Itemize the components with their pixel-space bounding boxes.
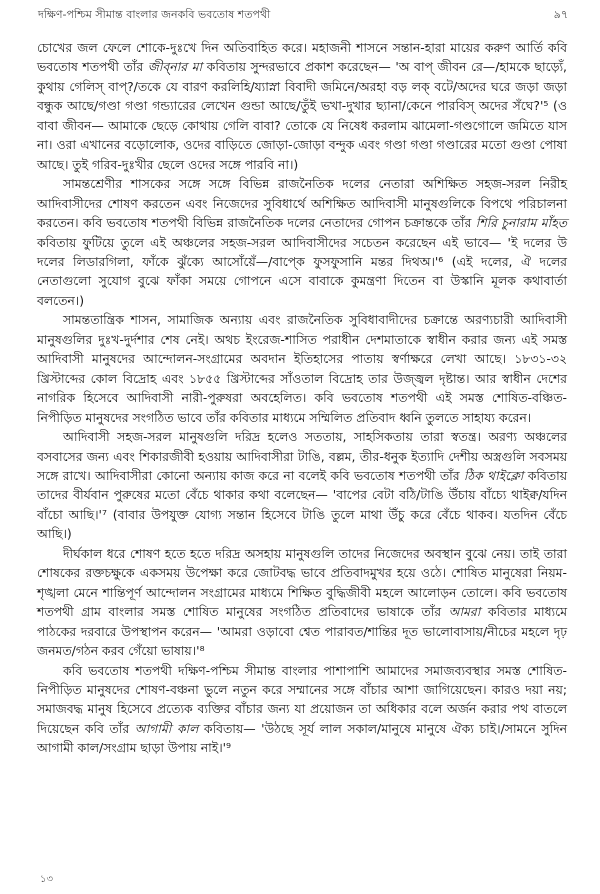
text-run: কবিতায়— 'উঠছে সূর্য লাল সকাল/মানুষে মানুষে ঐক্য চাই।/সামনে সুদিন আগামী কাল/সংগ্রাম ছাড়া উপায় নাই।'⁹ [37,720,567,756]
page-number: ৯৭ [553,8,568,21]
running-title: দক্ষিণ-পশ্চিম সীমান্ত বাংলার জনকবি ভবতোষ শতপথী [38,8,271,21]
paragraph [37,310,567,427]
text-run: কবিতায় সুন্দরভাবে প্রকাশ করেছেন— 'অ বাপ্ জীবন রে—/হামকে ছাড়্যেঁ, কুথায় গেলিস্ বাপ্?/তকে যে বারণ করলিহি/য্যাস্না বিবাদী জমিনে/অরহা বড় লক্ বটে/অদের ঘরে জড়া জড়া বন্ধুক আছে/গণ্ডা গণ্ডা গন্ড্যারের লেখেন গুন্ডা আছে/তুঁই ভখা-দুখার ছ্যানা/কেনে পারবিস্ অদের সঁঘে?'⁵ (ও বাবা জীবন— আমাকে ছেড়ে কোথায় গেলি বাবা? তোকে যে নিষেধ করলাম ঝামেলা-গণ্ডগোলে জমিতে যাস না। ওরা এখানের বড়োলোক, ওদের বাড়িতে জোড়া-জোড়া বন্দুক এবং গণ্ডা গণ্ডা গণ্ডারের মতো গুণ্ডা পোষা আছে। তুই গরিব-দুঃখীর ছেলে ওদের সঙ্গে পারবি না।) [37,59,567,172]
paragraph [37,544,567,661]
paragraph [37,38,567,174]
folio-number: ১৩ [40,874,53,885]
paragraph [37,427,567,544]
text-run: কবিতায় তাদের বীর্যবান পুরুষের মতো বেঁচে থাকার কথা বলেছেন— 'বাপের বেটা বঠি/টাঙি উঁচায় বাঁচ্যে থাইক্ব/যদিন বাঁচো আছি।'⁷ (বাবার উপযুক্ত যোগ্য সন্তান হিসেবে টাঙি তুলে মাথা উঁচু করে বেঁচে থাকব। যতদিন বেঁচে আছি।) [37,467,567,542]
text-run: দীর্ঘকাল ধরে শোষণ হতে হতে দরিদ্র অসহায় মানুষগুলি তাদের নিজেদের অবস্থান বুঝে নেয়। তাই তারা শোষকের রক্তচক্ষুকে একসময় উপেক্ষা করে জোটবদ্ধ ভাবে প্রতিবাদমুখর হয়ে ওঠে। শোষিত মানুষেরা নিয়ম-শৃঙ্খলা মেনে শান্তিপূর্ণ আন্দোলন সংগ্রামের মাধ্যমে শিক্ষিত বুদ্ধিজীবী মহলে আলোড়ন তোলে। কবি ভবতোষ শতপথী গ্রাম বাংলার সমস্ত শোষিত মানুষের সংগঠিত প্রতিবাদের ভাষাকে তাঁর [37,545,567,620]
body-text [37,38,567,758]
paragraph [37,661,567,758]
text-run: কবিতায় ফুটিয়ে তুলে এই অঞ্চলের সহজ-সরল আদিবাসীদের সচেতন করেছেন এই ভাবে— 'ই দলের উ দলের লিডারগিলা, ফাঁকে ঝুঁক্যে আসোঁয়েঁ—/বাপ্কে ফুসফুসানি মন্তর দিথঅ।'⁶ (এই দলের, ঐ দলের নেতাগুলো সুযোগ বুঝে ফাঁকা সময়ে গোপনে এসে বাবাকে কুমন্ত্রণা দিতেন বা উস্কানি মূলক কথাবার্তা বলতেন।) [37,234,567,308]
paragraph [37,174,567,310]
poem-title: ঠিক থাইক্লো [463,467,524,483]
text-run: কবিতার মাধ্যমে পাঠকের দরবারে উপস্থাপন করেন— 'আমরা ওড়াবো শ্বেত পারাবত/শান্তির দূত ভালোবাসায়/নীচের মহলে দৃঢ় জনমত/গঠন করব গেঁয়ো ভাষায়।'⁸ [37,604,568,659]
text-run: সামন্তশ্রেণীর শাসকের সঙ্গে সঙ্গে বিভিন্ন রাজনৈতিক দলের নেতারা অশিক্ষিত সহজ-সরল নিরীহ আদিবাসীদের শোষণ করতেন এবং নিজেদের সুবিধার্থে অশিক্ষিত আদিবাসী মানুষগুলিকে বিপথে পরিচালনা করতেন। কবি ভবতোষ শতপথী বিভিন্ন রাজনৈতিক দলের নেতাদের গোপন চক্রান্তকে তাঁর [37,176,567,231]
text-run: সামন্ততান্ত্রিক শাসন, সামাজিক অন্যায় এবং রাজনৈতিক সুবিধাবাদীদের চক্রান্তে অরণ্যচারী আদিবাসী মানুষগুলির দুঃখ-দুর্দশার শেষ নেই। অথচ ইংরেজ-শাসিত পরাধীন দেশমাতাকে স্বাধীন করার জন্য এই সমস্ত আদিবাসী মানুষদের আন্দোলন-সংগ্রামের অবদান ইতিহাসের পাতায় স্বর্ণাক্ষরে লেখা আছে। ১৮৩১-৩২ খ্রিস্টাব্দের কোল বিদ্রোহ এবং ১৮৫৫ খ্রিস্টাব্দের সাঁওতাল বিদ্রোহ তার উজ্জ্বল দৃষ্টান্ত। আর স্বাধীন দেশের নাগরিক হিসেবে আদিবাসী নারী-পুরুষরা অবহেলিত। কবি ভবতোষ শতপথী এই সমস্ত শোষিত-বঞ্চিত- নিপীড়িত মানুষদের সংগঠিত ভাবে তাঁর কবিতার মাধ্যমে সম্মিলিত প্রতিবাদ ধ্বনি তুলতে সাহায্য করেন। [37,312,567,425]
poem-title: জীব্নার মা [147,59,203,75]
text-run: চোখের জল ফেলে শোকে-দুঃখে দিন অতিবাহিত করে। মহাজনী শাসনে সন্তান-হারা মায়ের করুণ আর্তি কবি ভবতোষ শতপথী তাঁর [37,40,567,75]
poem-title: শিরি চুনারাম মাঁহত [475,215,568,231]
poem-title: আমরা [448,604,481,620]
running-header [38,6,568,22]
poem-title: আগামী কাল [134,720,199,736]
text-run: আদিবাসী সহজ-সরল মানুষগুলি দরিদ্র হলেও সততায়, সাহসিকতায় তারা স্বতন্ত্র। অরণ্য অঞ্চলের বসবাসের জন্য এবং শিকারজীবী হওয়ায় আদিবাসীরা টাঙি, বল্লম, তীর-ধনুক ইত্যাদি দেশীয় অস্ত্রগুলি সবসময় সঙ্গে রাখে। আদিবাসীরা কোনো অন্যায় কাজ করে না বলেই কবি ভবতোষ শতপথী তাঁর [37,429,567,483]
text-run: কবি ভবতোষ শতপথী দক্ষিণ-পশ্চিম সীমান্ত বাংলার পাশাপাশি আমাদের সমাজব্যবস্থার সমস্ত শোষিত-নিপীড়িত মানুষদের শোষণ-বঞ্চনা ভুলে নতুন করে সম্মানের সঙ্গে বাঁচার আশা জাগিয়েছেন। কারও দয়া নয়; সমাজবদ্ধ মানুষ হিসেবে প্রত্যেক ব্যক্তির বাঁচার জন্য যা প্রয়োজন তা অধিকার বলে অর্জন করার পথ বাতলে দিয়েছেন কবি তাঁর [37,662,567,736]
